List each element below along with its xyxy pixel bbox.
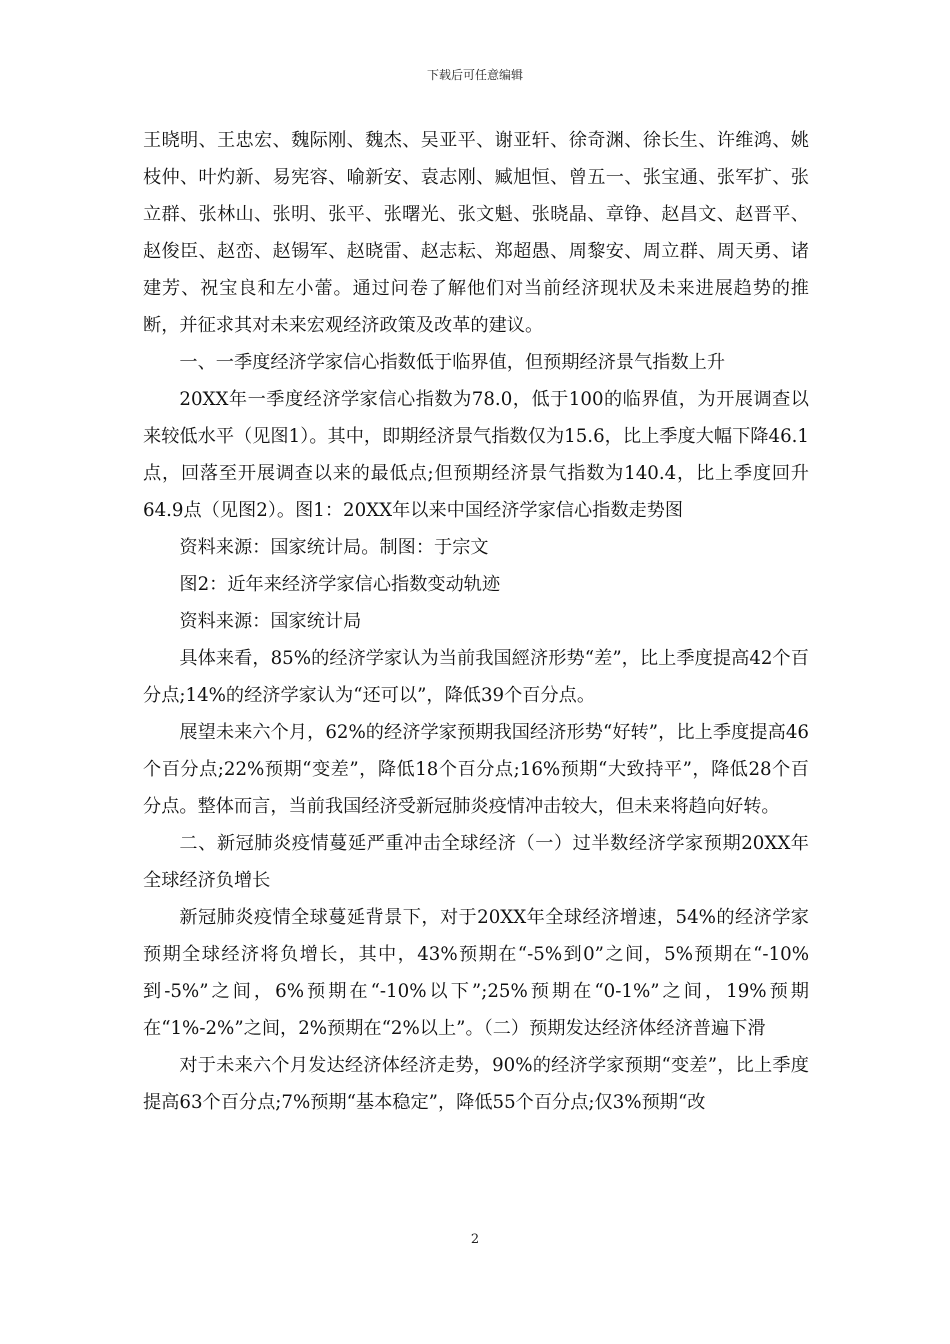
paragraph-developed-economies: 对于未来六个月发达经济体经济走势，90%的经济学家预期“变差”，比上季度提高63个百分点;7%预期“基本稳定”，降低55个百分点;仅3%预期“改 — [143, 1055, 809, 1113]
paragraph-global-growth: 新冠肺炎疫情全球蔓延背景下，对于20XX年全球经济增速，54%的经济学家预期全球经济将负增长，其中，43%预期在“-5%到0”之间，5%预期在“-10%到-5%”之间，6%预期在“-10%以下”;25%预期在“0-1%”之间，19%预期在“1%-2%”之间，2%预期在“2%以上”。（二）预期发达经济体经济普遍下滑 — [143, 907, 809, 1039]
paragraph-name-list: 王晓明、王忠宏、魏际刚、魏杰、吴亚平、谢亚轩、徐奇渊、徐长生、许维鸿、姚枝仲、叶灼新、易宪容、喻新安、袁志刚、臧旭恒、曾五一、张宝通、张军扩、张立群、张林山、张明、张平、张曙光、张文魁、张晓晶、章铮、赵昌文、赵晋平、赵俊臣、赵峦、赵锡军、赵晓雷、赵志耘、郑超愚、周黎安、周立群、周天勇、诸建芳、祝宝良和左小蕾。通过问卷了解他们对当前经济现状及未来进展趋势的推断，并征求其对未来宏观经济政策及改革的建议。 — [143, 130, 809, 336]
paragraph-outlook: 展望未来六个月，62%的经济学家预期我国经济形势“好转”，比上季度提高46个百分点;22%预期“变差”，降低18个百分点;16%预期“大致持平”，降低28个百分点。整体而言，当前我国经济受新冠肺炎疫情冲击较大，但未来将趋向好转。 — [143, 722, 809, 817]
page-header: 下载后可任意编辑 — [426, 68, 523, 82]
figure1-source: 资料来源：国家统计局。制图：于宗文 — [179, 537, 489, 558]
page-number: 2 — [470, 1232, 480, 1247]
paragraph-confidence-index: 20XX年一季度经济学家信心指数为78.0，低于100的临界值，为开展调查以来较低水平（见图1）。其中，即期经济景气指数仅为15.6，比上季度大幅下降46.1点，回落至开展调查以来的最低点;但预期经济景气指数为140.4，比上季度回升64.9点（见图2）。图1：20XX年以来中国经济学家信心指数走势图 — [143, 389, 809, 521]
figure2-caption: 图2：近年来经济学家信心指数变动轨迹 — [179, 574, 501, 595]
section-heading-2: 二、新冠肺炎疫情蔓延严重冲击全球经济（一）过半数经济学家预期20XX年全球经济负增长 — [143, 833, 809, 891]
figure2-source: 资料来源：国家统计局 — [179, 611, 362, 632]
body-text — [143, 122, 809, 1121]
paragraph-current-situation: 具体来看，85%的经济学家认为当前我国經济形势“差”，比上季度提高42个百分点;14%的经济学家认为“还可以”，降低39个百分点。 — [143, 648, 809, 706]
section-heading-1: 一、一季度经济学家信心指数低于临界值，但预期经济景气指数上升 — [179, 352, 726, 373]
